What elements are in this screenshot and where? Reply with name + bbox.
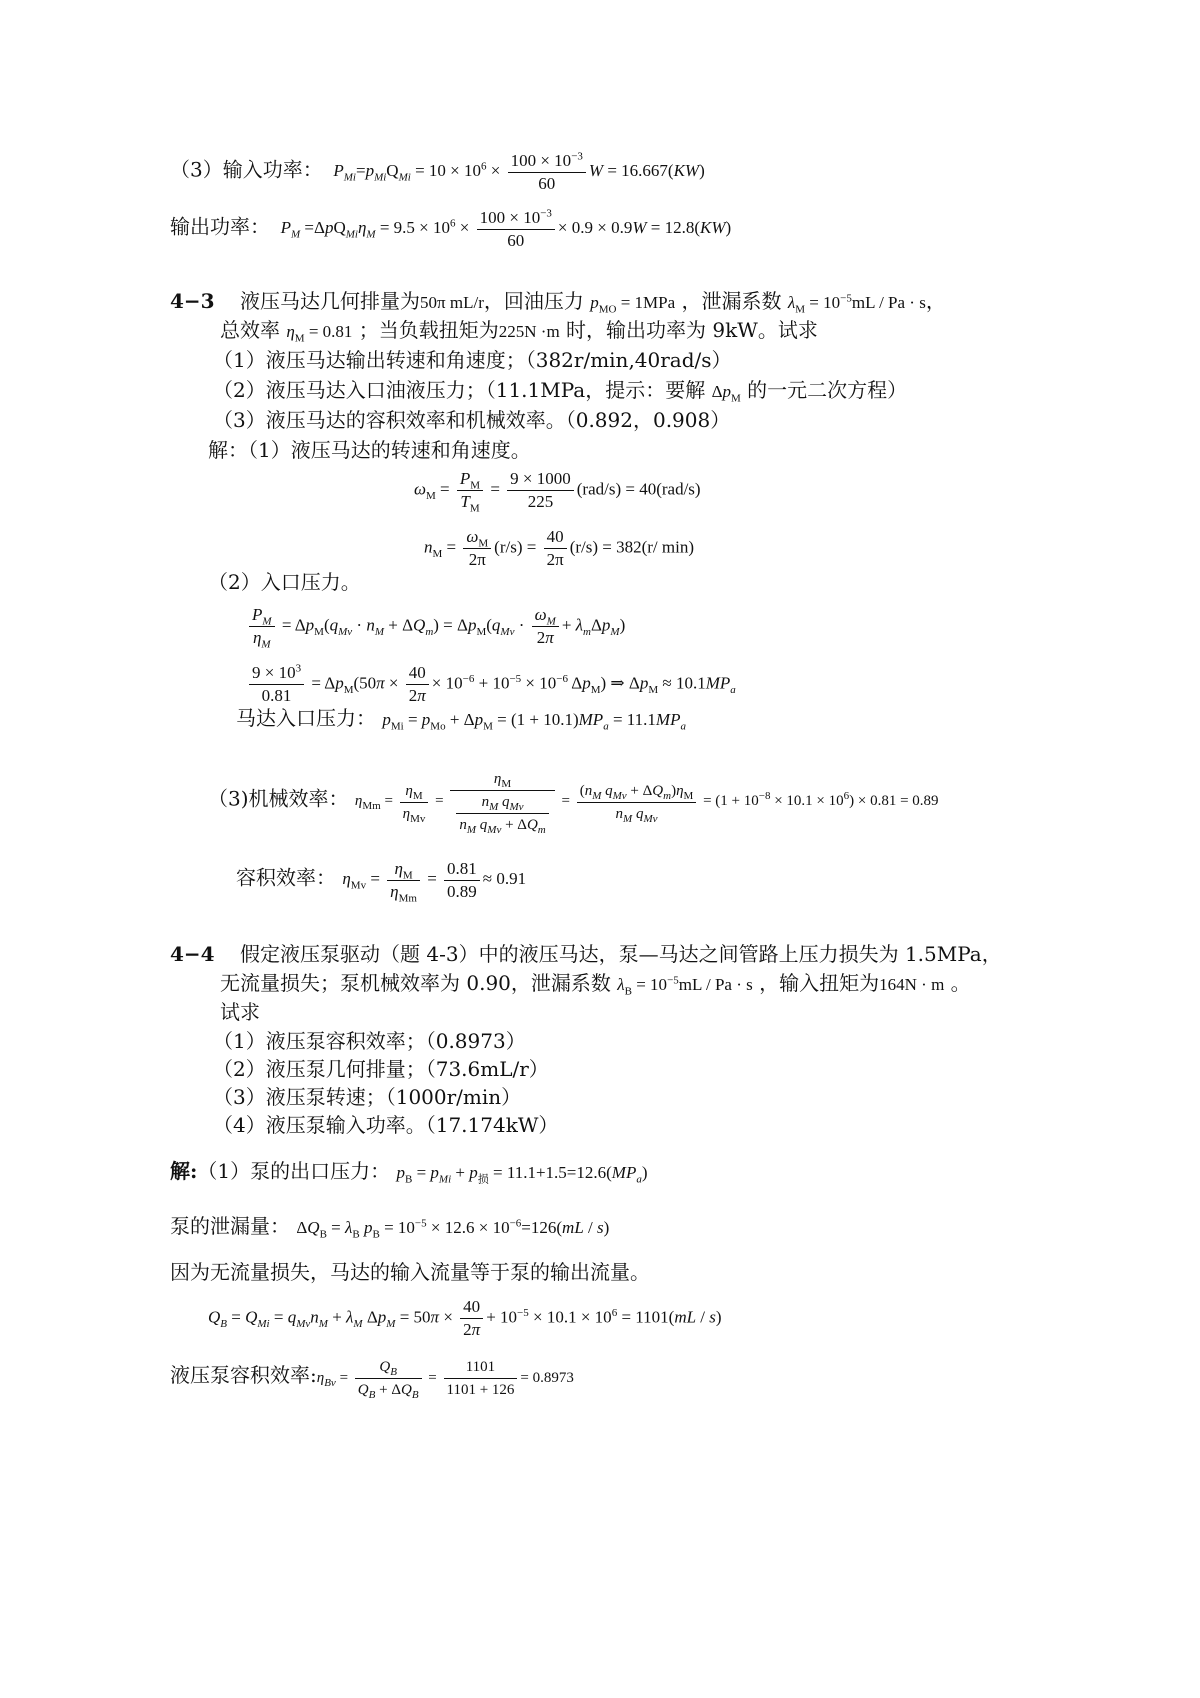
fraction: $\frac{100 \times 10^{-3}}{60}$ [508, 150, 586, 195]
pump-flow-equation: $Q_B = Q_{Mi} = q_{Mv}n_M + \lambda_M$ $\Delta p_M = 50\pi$ × $\frac{40}{2\pi}$ + $10^{-5} \times 10.1 \times 10^6 = 1101(mL / s)$ [208, 1297, 722, 1339]
motor-inlet-pressure-line [236, 704, 686, 734]
question-text: 的一元二次方程） [747, 378, 908, 402]
output-power-label: 输出功率： [170, 214, 270, 239]
problem-4-3-line1: 4−3 液压马达几何排量为50π mL/r，回油压力 $p_{MO} = 1MPa$ ，泄漏系数 $\lambda_M = 10^{-5}mL / Pa \cdot s$， [170, 289, 946, 316]
volumetric-efficiency-formula: $\eta_{Mv}$ = $\frac{\eta_M}{\eta_{Mm}}$ = $\frac{0.81}{0.89}$ ≈ 0.91 [342, 859, 527, 905]
fraction: $\frac{\omega_M}{2\pi}$ [463, 526, 491, 571]
fraction: $\frac{9 \times 10^3}{0.81}$ [249, 662, 304, 707]
pump-volumetric-efficiency-label: 液压泵容积效率: [170, 1362, 317, 1387]
delta-p-symbol: $\Delta p_M$ [711, 382, 741, 405]
pump-leakage-line [170, 1212, 609, 1242]
question-3: （3）液压泵转速；（1000r/min） [213, 1085, 522, 1109]
problem-4-4-line1 [170, 940, 1002, 968]
pump-outlet-formula: $p_B = p_{Mi} + p_损 = 11.1+1.5=12.6(MP_a)$ [396, 1163, 648, 1186]
pump-leakage-formula: $\Delta Q_B = \lambda_B$ $p_B = 10^{-5} \times 12.6 \times 10^{-6}=126(mL / s)$ [296, 1217, 610, 1241]
volumetric-efficiency-label: 容积效率： [236, 865, 336, 890]
motor-inlet-formula: $p_{Mi} = p_{Mo} + \Delta p_M = (1 + 10.1)MP_a = 11.1MP_a$ [382, 710, 686, 733]
mechanical-efficiency-label: （3)机械效率： [208, 786, 349, 811]
problem-number: 4−4 [170, 942, 215, 966]
fraction: $\frac{n_M q_{Mv}}{n_M q_{Mv} + \Delta Q_m}$ [456, 791, 548, 836]
equation-pressure-2: $\frac{9 \times 10^3}{0.81}$ = $\Delta p_M(50\pi$ × $\frac{40}{2\pi}$ × $10^{-6} + 10^{-5} \times 10^{-6}$ $\Delta p_M$) ⇒ $\Delta p_M \approx 10.1MP_a$ [246, 662, 736, 707]
pump-outlet-pressure-line [170, 1157, 648, 1187]
equation-omega: $\omega_M$ = $\frac{P_M}{T_M}$ = $\frac{9 \times 1000}{225}$ (rad/s) = 40(rad/s) [414, 469, 701, 515]
problem-4-3-line2 [220, 316, 818, 346]
fraction: $\frac{40}{2\pi}$ [406, 662, 429, 707]
input-power-line [170, 150, 705, 195]
fraction: $\frac{40}{2\pi}$ [544, 526, 567, 571]
displacement-value: 50π mL/r [420, 293, 484, 312]
fraction: $\frac{9 \times 1000}{225}$ [507, 468, 574, 513]
solution-text: （1）泵的出口压力： [197, 1159, 391, 1183]
motor-inlet-label: 马达入口压力： [236, 706, 376, 730]
problem-4-4-line2 [220, 969, 971, 999]
equation-pressure-1: $\frac{P_M}{\eta_M}$ = $\Delta p_M(q_{Mv} \cdot n_M + \Delta Q_m) = \Delta p_M(q_{Mv}$ · $\frac{\omega_M}{2\pi}$ + $\lambda_m\Delta p_M$) [246, 604, 625, 649]
fraction: $\frac{\eta_M}{\eta_{Mv}}$ [400, 780, 429, 825]
volumetric-efficiency-line [236, 858, 526, 903]
problem-text: 液压马达几何排量为 [240, 289, 421, 313]
problem-text: 。 [944, 971, 971, 995]
input-power-formula: $P_{Mi}=p_{Mi}Q_{Mi} = 10 \times 10^6$ × $\frac{100 \times 10^{-3}}{60}$ W = 16.667(KW) [333, 150, 705, 193]
fraction: $\frac{P_M}{T_M}$ [457, 468, 483, 513]
fraction: $\frac{1101}{1101 + 126}$ [444, 1356, 518, 1401]
problem-text: 时，输出功率为 9kW。试求 [559, 318, 818, 342]
question-3: （3）液压马达的容积效率和机械效率。（0.892，0.908） [213, 408, 731, 432]
question-4: （4）液压泵输入功率。（17.174kW） [213, 1113, 559, 1137]
problem-text: 假定液压泵驱动（题 4-3）中的液压马达，泵—马达之间管路上压力损失为 1.5MPa， [240, 942, 1002, 966]
question-2 [213, 376, 907, 406]
pump-leakage-label: 泵的泄漏量： [170, 1214, 290, 1238]
fraction: $\frac{(n_M q_{Mv} + \Delta Q_m)\eta_M}{n_M q_{Mv}}$ [577, 780, 697, 825]
fraction: $\frac{100 \times 10^{-3}}{60}$ [477, 207, 555, 252]
fraction: $\frac{0.81}{0.89}$ [444, 858, 480, 903]
problem-text: ，输入扭矩为 [759, 971, 880, 995]
output-power-line [170, 207, 731, 252]
mechanical-efficiency-formula: $\eta_{Mm}$ = $\frac{\eta_M}{\eta_{Mv}}$ = $\frac{\eta_M}{\frac{n_M q_{Mv}}{n_M q_{Mv} + \Delta Q_m}}$ = $\frac{(n_M q_{Mv} + \Delta Q_m)\eta_M}{n_M q_{Mv}}$ = $(1 + 10^{-8} \times 10.1 \times 10^6) \times 0.81 = 0.89$ [355, 793, 939, 809]
problem-text: 总效率 [220, 318, 280, 342]
compound-fraction: $\frac{\eta_M}{\frac{n_M q_{Mv}}{n_M q_{Mv} + \Delta Q_m}}$ [450, 768, 554, 836]
problem-number: 4−3 [170, 289, 215, 313]
pump-volumetric-efficiency-line [170, 1356, 574, 1401]
fraction: $\frac{\omega_M}{2\pi}$ [532, 604, 559, 649]
output-power-formula: $P_M =\Delta pQ_{Mi}\eta_M = 9.5 \times 10^6$ × $\frac{100 \times 10^{-3}}{60}$ × 0.9 × 0.9W = 12.8(KW) [280, 207, 732, 250]
load-torque: 225N ·m [498, 322, 560, 341]
fraction: $\frac{40}{2\pi}$ [460, 1296, 483, 1341]
problem-4-4-line3: 试求 [220, 1000, 260, 1024]
input-power-label: （3）输入功率： [170, 157, 323, 182]
mechanical-efficiency-line [208, 768, 939, 836]
total-efficiency: $\eta_M = 0.81$ [286, 322, 353, 345]
question-1: （1）液压马达输出转速和角速度；（382r/min,40rad/s） [213, 348, 732, 372]
solution-heading-2: （2）入口压力。 [208, 570, 361, 594]
solution-heading-1: 解：（1）液压马达的转速和角速度。 [208, 438, 531, 462]
solution-label: 解: [170, 1159, 198, 1183]
problem-text: ，泄漏系数 [681, 289, 782, 313]
fraction: $\frac{Q_B}{Q_B + \Delta Q_B}$ [355, 1356, 422, 1401]
question-1: （1）液压泵容积效率；（0.8973） [213, 1029, 526, 1053]
fraction: $\frac{\eta_M}{\eta_{Mm}}$ [387, 858, 420, 903]
equation-speed: $n_M$ = $\frac{\omega_M}{2\pi}$ (r/s) = $\frac{40}{2\pi}$ (r/s) = 382(r/ min) [424, 527, 694, 569]
fraction: $\frac{P_M}{\eta_M}$ [249, 604, 275, 649]
input-torque: 164N · m [879, 975, 945, 994]
pump-leak-coefficient: $\lambda_B = 10^{-5}mL / Pa \cdot s$ [617, 974, 753, 998]
pump-volumetric-efficiency-formula: $\eta_{Bv}$ = $\frac{Q_B}{Q_B + \Delta Q_B}$ = $\frac{1101}{1101 + 126}$ = 0.8973 [317, 1370, 574, 1386]
question-2: （2）液压泵几何排量；（73.6mL/r） [213, 1057, 549, 1081]
leak-coefficient: $\lambda_M = 10^{-5}mL / Pa \cdot s$ [787, 292, 926, 316]
problem-text: ，回油压力 [483, 289, 584, 313]
no-flow-loss-statement: 因为无流量损失，马达的输入流量等于泵的输出流量。 [170, 1260, 650, 1284]
problem-text: 无流量损失；泵机械效率为 0.90，泄漏系数 [220, 971, 611, 995]
problem-text: ；当负载扭矩为 [358, 318, 499, 342]
question-text: （2）液压马达入口油液压力；（11.1MPa，提示：要解 [213, 378, 706, 402]
return-pressure: $p_{MO} = 1MPa$ [590, 293, 676, 316]
